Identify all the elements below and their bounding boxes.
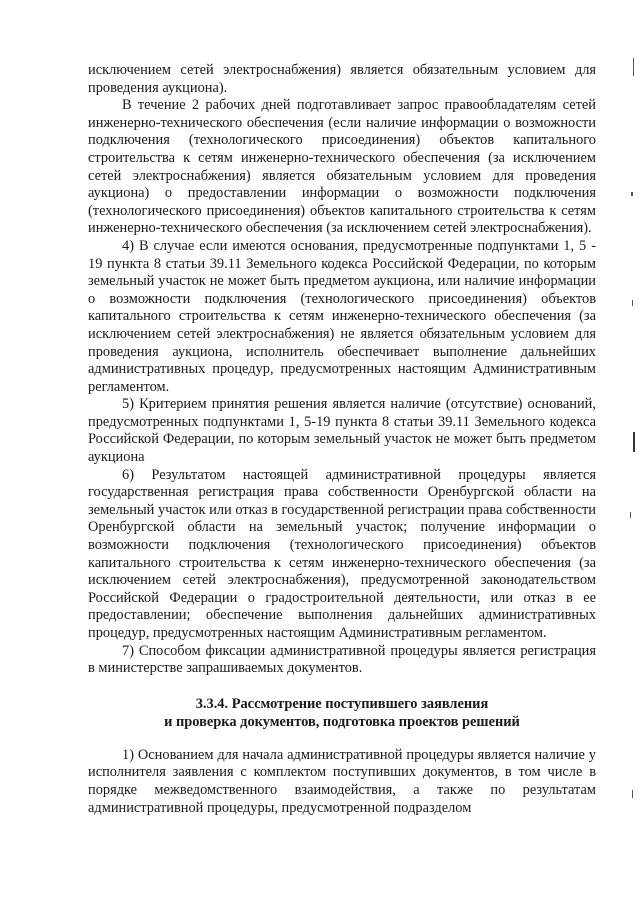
paragraph-item-4: 4) В случае если имеются основания, предусмотренные подпунктами 1, 5 - 19 пункта 8 статьи 39.11 Земельного кодекса Российской Федерации, по которым земельный участок не может быть предметом аукциона, или наличие информации о возможности подключения (технологического присоединения) объектов капитального строительства к сетям инженерно-технического обеспечения (за исключением сетей электроснабжения) не является обязательным условием для проведения аукциона, исполнитель обеспечивает выполнение дальнейших административных процедур, предусмотренных настоящим Административным регламентом. <box>88 237 596 395</box>
section-heading-line-2: и проверка документов, подготовка проектов решений <box>164 713 520 730</box>
paragraph-continuation: исключением сетей электроснабжения) является обязательным условием для проведения аукциона). <box>88 62 596 96</box>
section-heading-line-1: 3.3.4. Рассмотрение поступившего заявления <box>195 695 489 712</box>
paragraph-request-to-rightholders: В течение 2 рабочих дней подготавливает запрос правообладателям сетей инженерно-технического обеспечения (если наличие информации о возможности подключения (технологического присоединения) объектов капитального строительства к сетям инженерно-технического обеспечения (за исключением сетей электроснабжения) является обязательным условием для проведения аукциона) о предоставлении информации о возможности подключения (технологического присоединения) объектов капитального строительства к сетям инженерно-технического обеспечения (за исключением сетей электроснабжения). <box>88 97 596 237</box>
scan-edge-mark <box>633 432 635 452</box>
scan-edge-mark <box>631 192 633 196</box>
scan-edge-mark <box>632 790 633 798</box>
paragraph-item-6: 6) Результатом настоящей административной процедуры является государственная регистрация права собственности Оренбургской области на земельный участок или отказ в государственной регистрации права собственности Оренбургской области на земельный участок; получение информации о возможности подключения (технологического присоединения) объектов капитального строительства к сетям инженерно-технического обеспечения (за исключением сетей электроснабжения), предусмотренной законодательством Российской Федерации о градостроительной деятельности, или отказ в ее предоставлении; обеспечение выполнения дальнейших административных процедур, предусмотренных настоящим Административным регламентом. <box>88 466 596 641</box>
section-heading <box>88 695 596 731</box>
document-page <box>88 62 596 817</box>
scan-edge-mark <box>630 512 631 518</box>
paragraph-section-item-1: 1) Основанием для начала административной процедуры является наличие у исполнителя заявления с комплектом поступивших документов, в том числе в порядке межведомственного взаимодействия, а также по результатам административной процедуры, предусмотренной подразделом <box>88 746 596 816</box>
paragraph-item-7: 7) Способом фиксации административной процедуры является регистрация в министерстве запрашиваемых документов. <box>88 642 596 677</box>
scan-edge-mark <box>633 58 634 76</box>
paragraph-item-5: 5) Критерием принятия решения является наличие (отсутствие) оснований, предусмотренных подпунктами 1, 5-19 пункта 8 статьи 39.11 Земельного кодекса Российской Федерации, по которым земельный участок не может быть предметом аукциона <box>88 396 596 466</box>
scan-edge-mark <box>632 300 633 306</box>
